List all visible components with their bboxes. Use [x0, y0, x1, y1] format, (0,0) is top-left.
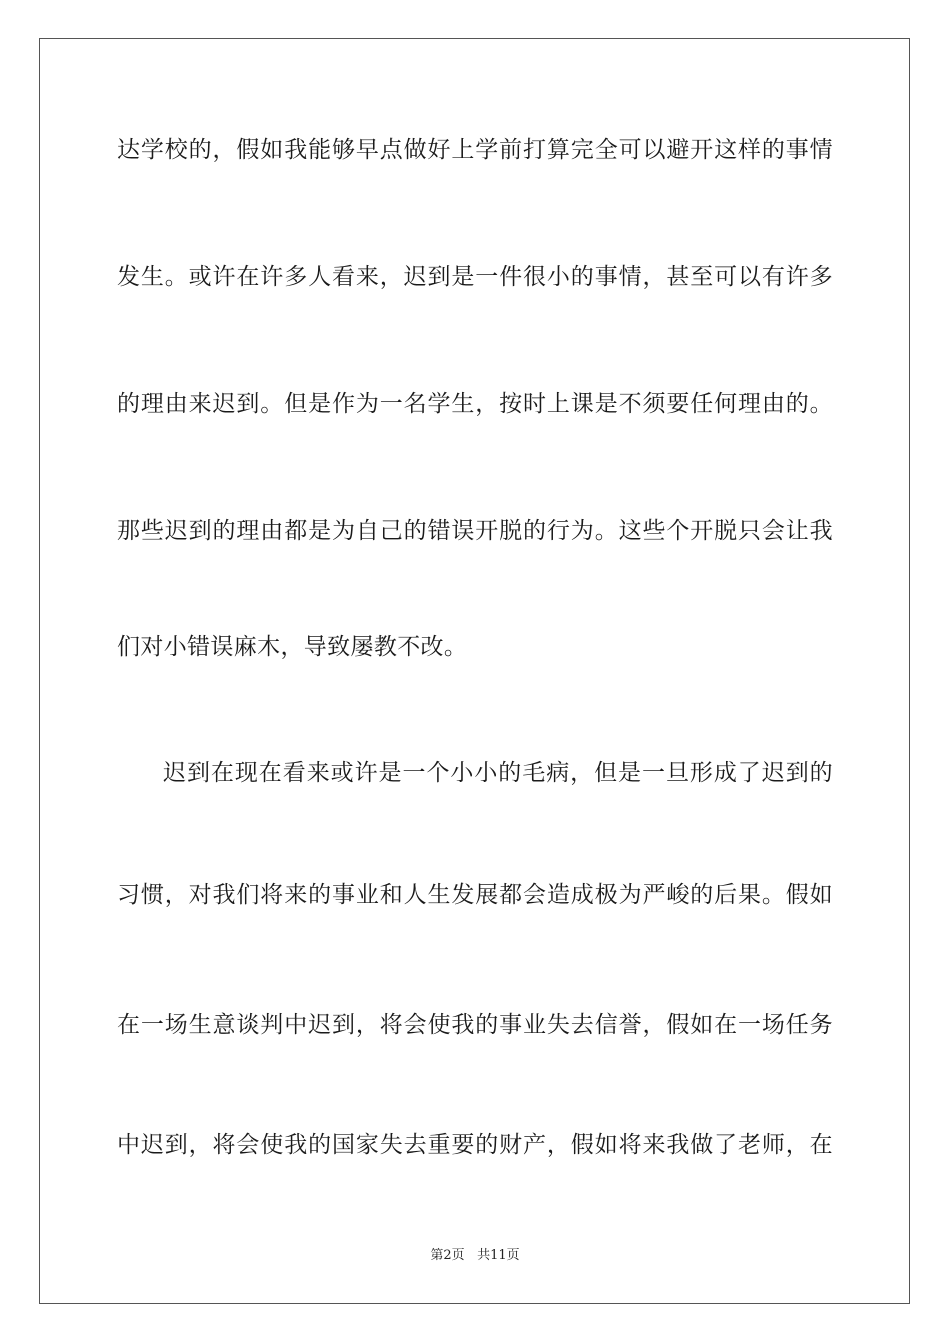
text-line: 在一场生意谈判中迟到，将会使我的事业失去信誉，假如在一场任务 [117, 1012, 833, 1038]
page-number: 第2页 [430, 1248, 465, 1263]
text-line: 中迟到，将会使我的国家失去重要的财产，假如将来我做了老师，在 [117, 1132, 833, 1158]
text-line: 发生。或许在许多人看来，迟到是一件很小的事情，甚至可以有许多 [117, 264, 833, 290]
text-line-paragraph-end: 们对小错误麻木，导致屡教不改。 [117, 634, 468, 660]
text-line: 那些迟到的理由都是为自己的错误开脱的行为。这些个开脱只会让我 [117, 518, 833, 544]
text-line: 的理由来迟到。但是作为一名学生，按时上课是不须要任何理由的。 [117, 391, 833, 417]
text-line: 达学校的，假如我能够早点做好上学前打算完全可以避开这样的事情 [117, 137, 833, 163]
page-footer [0, 1247, 950, 1265]
page-total: 共11页 [477, 1248, 520, 1263]
text-line-paragraph-start: 迟到在现在看来或许是一个小小的毛病，但是一旦形成了迟到的 [163, 760, 833, 786]
text-line: 习惯，对我们将来的事业和人生发展都会造成极为严峻的后果。假如 [117, 882, 833, 908]
page-border [39, 38, 910, 1304]
